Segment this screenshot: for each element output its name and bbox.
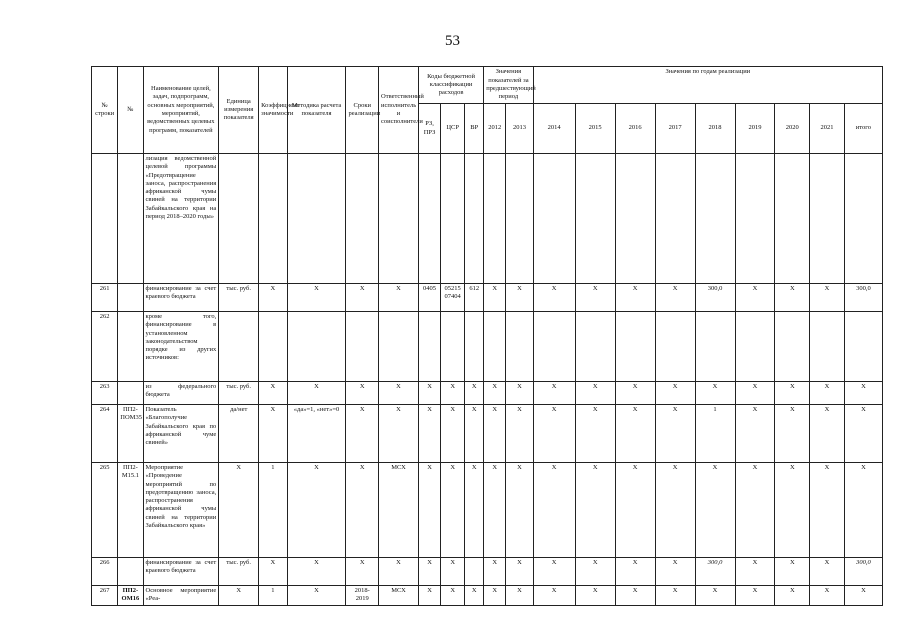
row-year-value: X [810,558,845,586]
row-total [844,312,882,382]
row-year-value: X [615,586,655,606]
row-year-value: X [810,382,845,405]
row-method: «да»=1, «нет»=0 [287,405,346,463]
row-code: ПП2-ПОМ35 [118,405,143,463]
row-number: 262 [92,312,118,382]
row-total: X [844,405,882,463]
row-number: 266 [92,558,118,586]
row-2013: X [506,405,533,463]
row-total: 300,0 [844,284,882,312]
row-year-value: X [655,463,695,558]
header-year: 2014 [533,104,575,154]
row-coef: 1 [259,463,287,558]
row-year-value: X [615,405,655,463]
row-name: Показатель «Благополучие Забайкальского края по африканской чуме свиней» [143,405,219,463]
header-no: № [118,67,143,154]
table-row [92,284,883,312]
header-2013: 2013 [506,104,533,154]
row-year-value: X [615,463,655,558]
cell-empty [219,154,259,284]
row-term: 2018-2019 [346,586,379,606]
row-vr: X [465,382,484,405]
row-year-value: X [533,284,575,312]
row-csr: X [441,463,465,558]
cell-empty [419,154,441,284]
row-year-value: X [615,382,655,405]
row-unit: X [219,586,259,606]
row-vr [465,312,484,382]
row-rz: 0405 [419,284,441,312]
row-vr: X [465,405,484,463]
cell-empty [695,154,735,284]
row-year-value: X [735,463,775,558]
row-total: 300,0 [844,558,882,586]
row-coef: X [259,405,287,463]
header-year: 2020 [775,104,810,154]
row-csr [441,312,465,382]
row-year-value: X [775,463,810,558]
header-coef: Коэффициент значимости [259,67,287,154]
row-csr: X [441,586,465,606]
row-2013: X [506,586,533,606]
row-year-value: X [655,382,695,405]
row-rz [419,312,441,382]
row-code [118,284,143,312]
row-2013 [506,312,533,382]
row-year-value: X [735,382,775,405]
cell-empty [346,154,379,284]
row-unit [219,312,259,382]
row-year-value [775,312,810,382]
cell-empty [287,154,346,284]
row-method: X [287,284,346,312]
row-year-value: X [775,284,810,312]
cell-empty [259,154,287,284]
row-resp: X [379,405,419,463]
cell-empty [655,154,695,284]
row-2012: X [484,558,506,586]
row-name: финансирование за счет краевого бюджета [143,558,219,586]
table-header [92,67,883,154]
row-2012: X [484,405,506,463]
row-year-value [735,312,775,382]
header-resp: Ответственный исполнитель и соисполнители [379,67,419,154]
row-name: финансирование за счет краевого бюджета [143,284,219,312]
cell-empty [506,154,533,284]
row-method: X [287,463,346,558]
row-2012: X [484,284,506,312]
row-rz: X [419,586,441,606]
row-year-value: X [575,463,615,558]
row-year-value: X [533,405,575,463]
table-row [92,312,883,382]
row-code [118,558,143,586]
row-resp: МСХ [379,463,419,558]
row-number: 267 [92,586,118,606]
row-year-value: X [533,463,575,558]
row-resp [379,312,419,382]
header-year: 2017 [655,104,695,154]
cell-empty [844,154,882,284]
row-code [118,312,143,382]
header-codes: Коды бюджетной классификации расходов [419,67,484,104]
row-term: X [346,463,379,558]
header-vr: ВР [465,104,484,154]
row-2012: X [484,586,506,606]
row-method: X [287,382,346,405]
row-year-value [615,312,655,382]
row-year-value: X [575,382,615,405]
cell-empty [735,154,775,284]
row-year-value: X [655,586,695,606]
header-term: Сроки реализации [346,67,379,154]
row-year-value: X [533,382,575,405]
row-resp: X [379,284,419,312]
row-resp: X [379,382,419,405]
row-term: X [346,558,379,586]
header-csr: ЦСР [441,104,465,154]
row-year-value: X [575,284,615,312]
header-rz: РЗ, ПРЗ [419,104,441,154]
row-total: X [844,463,882,558]
row-year-value [533,312,575,382]
cell-empty [118,154,143,284]
row-year-value: X [533,558,575,586]
row-year-value [810,312,845,382]
header-row-no: № строки [92,67,118,154]
row-year-value: X [775,382,810,405]
row-csr: X [441,405,465,463]
row-unit: тыс. руб. [219,382,259,405]
row-year-value: X [615,558,655,586]
row-rz: X [419,558,441,586]
row-year-value [575,312,615,382]
header-total: итого [844,104,882,154]
row-year-value: X [695,382,735,405]
row-rz: X [419,382,441,405]
row-term: X [346,382,379,405]
row-resp: МСХ [379,586,419,606]
cell-empty [810,154,845,284]
row-total: X [844,382,882,405]
row-vr: X [465,586,484,606]
header-year: 2015 [575,104,615,154]
header-year: 2018 [695,104,735,154]
row-year-value: X [735,405,775,463]
row-year-value: X [810,405,845,463]
header-2012: 2012 [484,104,506,154]
indicators-table [91,66,883,606]
row-name: кроме того, финансирование в установленном законодательством порядке из других источников: [143,312,219,382]
row-2012: X [484,382,506,405]
row-number: 263 [92,382,118,405]
table-row [92,586,883,606]
row-year-value: X [533,586,575,606]
row-year-value: X [695,463,735,558]
table-body [92,284,883,606]
row-name: Мероприятие «Проведение мероприятий по предотвращению заноса, распространения африканской чумы свиней на территории Забайкальского края» [143,463,219,558]
row-year-value: X [810,463,845,558]
row-method: X [287,586,346,606]
row-csr: 05215 07404 [441,284,465,312]
row-2013: X [506,558,533,586]
row-rz: X [419,405,441,463]
row-year-value: 1 [695,405,735,463]
row-name: Основное мероприятие «Реа- [143,586,219,606]
row-year-value: X [775,558,810,586]
row-csr: X [441,382,465,405]
row-total: X [844,586,882,606]
row-coef: X [259,558,287,586]
row-year-value: X [775,405,810,463]
row-method: X [287,558,346,586]
row-year-value: X [575,586,615,606]
row-2013: X [506,382,533,405]
row-year-value: 300,0 [695,558,735,586]
table-row [92,463,883,558]
row-2013: X [506,463,533,558]
row-year-value: X [575,558,615,586]
row-code: ПП2-М15.1 [118,463,143,558]
row-method [287,312,346,382]
row-coef: X [259,382,287,405]
cell-empty [615,154,655,284]
row-year-value: X [655,284,695,312]
table-row [92,405,883,463]
row-unit: X [219,463,259,558]
row-year-value: 300,0 [695,284,735,312]
row-name: из федерального бюджета [143,382,219,405]
row-number: 265 [92,463,118,558]
header-prev: Значения показателей за предшествующий период [484,67,533,104]
row-2013: X [506,284,533,312]
row-vr: 612 [465,284,484,312]
table-row [92,558,883,586]
cell-empty [533,154,575,284]
row-resp: X [379,558,419,586]
cell-empty [575,154,615,284]
header-year: 2021 [810,104,845,154]
row-year-value: X [615,284,655,312]
row-2012 [484,312,506,382]
continuation-name: лизация ведомственной целевой программы «Предотвращение заноса, распространения африканской чумы свиней на территории Забайкальского края на период 2018–2020 годы» [143,154,219,284]
row-code [118,382,143,405]
cell-empty [441,154,465,284]
header-year: 2016 [615,104,655,154]
row-year-value: X [735,586,775,606]
row-year-value: X [810,284,845,312]
header-years-group: Значения по годам реализации [533,67,882,104]
header-name: Наименование целей, задач, подпрограмм, основных мероприятий, мероприятий, ведомственных целевых программ, показателей [143,67,219,154]
row-coef: X [259,284,287,312]
row-year-value: X [775,586,810,606]
row-year-value: X [575,405,615,463]
row-number: 261 [92,284,118,312]
row-coef [259,312,287,382]
row-term [346,312,379,382]
row-term: X [346,405,379,463]
table-row-continuation [92,154,883,284]
cell-empty [92,154,118,284]
row-rz: X [419,463,441,558]
row-csr: X [441,558,465,586]
cell-empty [484,154,506,284]
row-vr: X [465,463,484,558]
row-coef: 1 [259,586,287,606]
row-vr [465,558,484,586]
row-year-value: X [810,586,845,606]
row-year-value [655,312,695,382]
row-year-value: X [735,558,775,586]
cell-empty [379,154,419,284]
page-number: 53 [445,33,460,49]
header-unit: Единица измерения показателя [219,67,259,154]
row-year-value: X [735,284,775,312]
row-unit: тыс. руб. [219,558,259,586]
row-unit: тыс. руб. [219,284,259,312]
row-year-value: X [695,586,735,606]
row-year-value: X [655,405,695,463]
row-number: 264 [92,405,118,463]
header-method: Методика расчета показателя [287,67,346,154]
cell-empty [775,154,810,284]
row-2012: X [484,463,506,558]
row-year-value: X [655,558,695,586]
row-code: ПП2-ОМ16 [118,586,143,606]
row-unit: да/нет [219,405,259,463]
header-year: 2019 [735,104,775,154]
row-year-value [695,312,735,382]
table-row [92,382,883,405]
cell-empty [465,154,484,284]
row-term: X [346,284,379,312]
